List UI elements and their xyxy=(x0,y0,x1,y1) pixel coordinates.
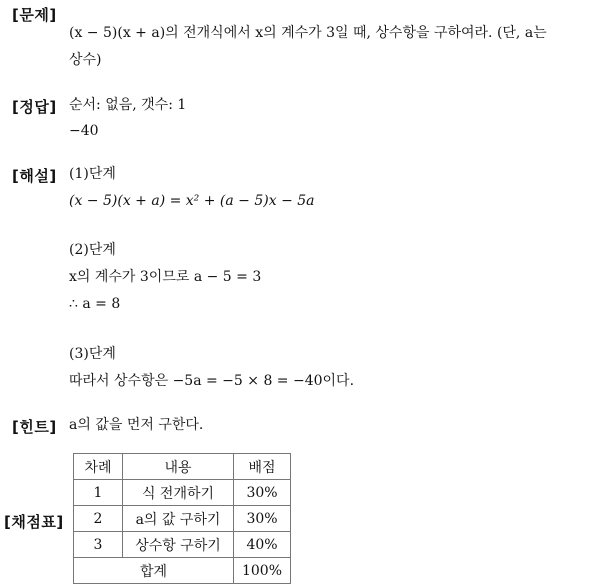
solution-step1-equation: (x − 5)(x + a) = x² + (a − 5)x − 5a xyxy=(69,193,315,209)
problem-label: [문제] xyxy=(12,6,57,24)
rubric-order: 1 xyxy=(74,480,123,506)
solution-step3-line1: 따라서 상수항은 −5a = −5 × 8 = −40이다. xyxy=(69,373,355,389)
table-row xyxy=(74,532,291,558)
rubric-score: 30% xyxy=(234,506,291,532)
rubric-total-row xyxy=(74,558,291,584)
hint-text: a의 값을 먼저 구한다. xyxy=(69,417,204,433)
rubric-label: [채점표] xyxy=(4,513,64,531)
rubric-order: 2 xyxy=(74,506,123,532)
rubric-total-score: 100% xyxy=(234,558,291,584)
solution-step3-title: (3)단계 xyxy=(69,346,116,362)
table-row xyxy=(74,480,291,506)
solution-label: [해설] xyxy=(12,167,57,185)
problem-line-2: 상수) xyxy=(69,52,102,68)
rubric-total-label: 합계 xyxy=(74,558,234,584)
table-row xyxy=(74,506,291,532)
rubric-header-order: 차례 xyxy=(74,454,123,480)
problem-line-1: (x − 5)(x + a)의 전개식에서 x의 계수가 3일 때, 상수항을 구하여라. (단, a는 xyxy=(69,25,547,41)
solution-step2-title: (2)단계 xyxy=(69,242,116,258)
answer-line-1: 순서: 없음, 갯수: 1 xyxy=(69,97,187,113)
rubric-content: 상수항 구하기 xyxy=(123,532,234,558)
answer-value: −40 xyxy=(69,123,99,139)
solution-step1-title: (1)단계 xyxy=(69,166,116,182)
rubric-content: 식 전개하기 xyxy=(123,480,234,506)
solution-step2-line2: ∴ a = 8 xyxy=(69,296,121,312)
rubric-score: 40% xyxy=(234,532,291,558)
rubric-header-row xyxy=(74,454,291,480)
rubric-content: a의 값 구하기 xyxy=(123,506,234,532)
hint-label: [힌트] xyxy=(12,418,57,436)
rubric-score: 30% xyxy=(234,480,291,506)
rubric-table xyxy=(73,453,291,584)
rubric-header-score: 배점 xyxy=(234,454,291,480)
solution-step2-line1: x의 계수가 3이므로 a − 5 = 3 xyxy=(69,269,262,285)
rubric-header-content: 내용 xyxy=(123,454,234,480)
rubric-order: 3 xyxy=(74,532,123,558)
answer-label: [정답] xyxy=(12,98,57,116)
